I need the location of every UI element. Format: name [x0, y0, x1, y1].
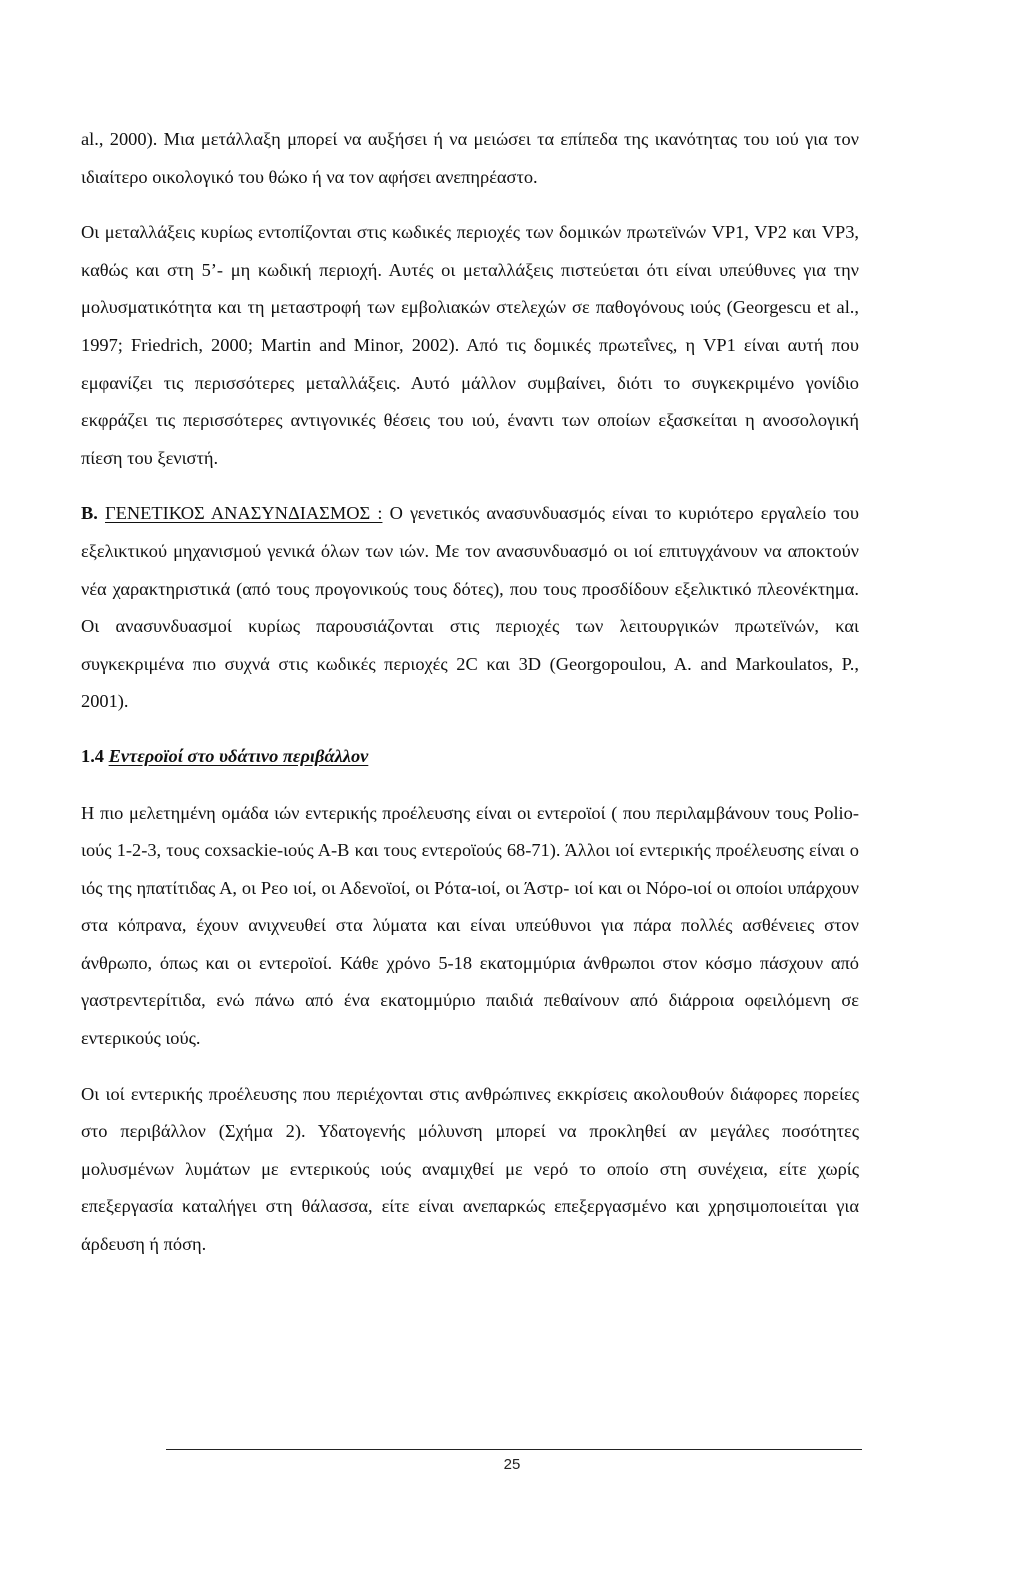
paragraph-enteroviruses: Η πιο μελετημένη ομάδα ιών εντερικής προέλευσης είναι οι εντεροϊοί ( που περιλαμβάνουν τους Polio-ιούς 1-2-3, τους coxsackie-ιούς Α-Β και τους εντεροϊούς 68-71). Άλλοι ιοί εντερικής προέλευσης είναι ο ιός της ηπατίτιδας Α, οι Ρεο ιοί, οι Αδενοϊοί, οι Ρότα-ιοί, οι Άστρ- ιοί και οι Νόρο-ιοί οι οποίοι υπάρχουν στα κόπρανα, έχουν ανιχνευθεί στα λύματα και είναι υπεύθυνοι για πάρα πολλές ασθένειες στον άνθρωπο, όπως και οι εντεροϊοί. Κάθε χρόνο 5-18 εκατομμύρια άνθρωποι στον κόσμο πάσχουν από γαστρεντερίτιδα, ενώ πάνω από ένα εκατομμύριο παιδιά πεθαίνουν από διάρροια οφειλόμενη σε εντερικούς ιούς. [81, 802, 859, 1049]
paragraph-genetic-recombination [81, 495, 859, 721]
page-number: 25 [503, 1456, 521, 1473]
section-b-label: Β. [81, 503, 98, 524]
paragraph-mutations: Οι μεταλλάξεις κυρίως εντοπίζονται στις κωδικές περιοχές των δομικών πρωτεϊνών VP1, VP2 και VP3, καθώς και στη 5’- μη κωδική περιοχή. Αυτές οι μεταλλάξεις πιστεύεται ότι είναι υπεύθυνες για την μολυσματικότητα και τη μεταστροφή των εμβολιακών στελεχών σε παθογόνους ιούς (Georgescu et al., 1997; Friedrich, 2000; Martin and Minor, 2002). Από τις δομικές πρωτεΐνες, η VP1 είναι αυτή που εμφανίζει τις περισσότερες μεταλλάξεις. Αυτό μάλλον συμβαίνει, διότι το συγκεκριμένο γονίδιο εκφράζει τις περισσότερες αντιγονικές θέσεις του ιού, έναντι των οποίων εξασκείται η ανοσολογική πίεση του ξενιστή. [81, 222, 859, 468]
paragraph-continuation: al., 2000). Μια μετάλλαξη μπορεί να αυξήσει ή να μειώσει τα επίπεδα της ικανότητας του ιού για τον ιδιαίτερο οικολογικό του θώκο ή να τον αφήσει ανεπηρέαστο. [81, 129, 859, 187]
section-b-body: Ο γενετικός ανασυνδυασμός είναι το κυριότερο εργαλείο του εξελικτικού μηχανισμού γενικά όλων των ιών. Με τον ανασυνδυασμό οι ιοί επιτυγχάνουν να αποκτούν νέα χαρακτηριστικά (από τους προγονικούς τους δότες), που τους προσδίδουν εξελικτικό πλεονέκτημα. Οι ανασυνδυασμοί κυρίως παρουσιάζονται στις περιοχές των λειτουργικών πρωτεϊνών, και συγκεκριμένα πιο συχνά στις κωδικές περιοχές 2C και 3D (Georgopoulou, A. and Markoulatos, P., 2001). [81, 503, 859, 712]
document-page [81, 121, 859, 1264]
paragraph-environmental-pathways: Οι ιοί εντερικής προέλευσης που περιέχονται στις ανθρώπινες εκκρίσεις ακολουθούν διάφορες πορείες στο περιβάλλον (Σχήμα 2). Υδατογενής μόλυνση μπορεί να προκληθεί αν μεγάλες ποσότητες μολυσμένων λυμάτων με εντερικούς ιούς αναμιχθεί με νερό το οποίο στη συνέχεια, είτε χωρίς επεξεργασία καταλήγει στη θάλασσα, είτε είναι ανεπαρκώς επεξεργασμένο και χρησιμοποιείται για άρδευση ή πόση. [81, 1083, 859, 1255]
section-b-title: ΓΕΝΕΤΙΚΟΣ ΑΝΑΣΥΝΔΙΑΣΜΟΣ : [105, 503, 383, 524]
section-heading [81, 738, 859, 776]
footer-divider [166, 1449, 862, 1450]
section-title: Εντεροϊοί στο υδάτινο περιβάλλον [108, 745, 369, 766]
section-number: 1.4 [81, 745, 104, 766]
